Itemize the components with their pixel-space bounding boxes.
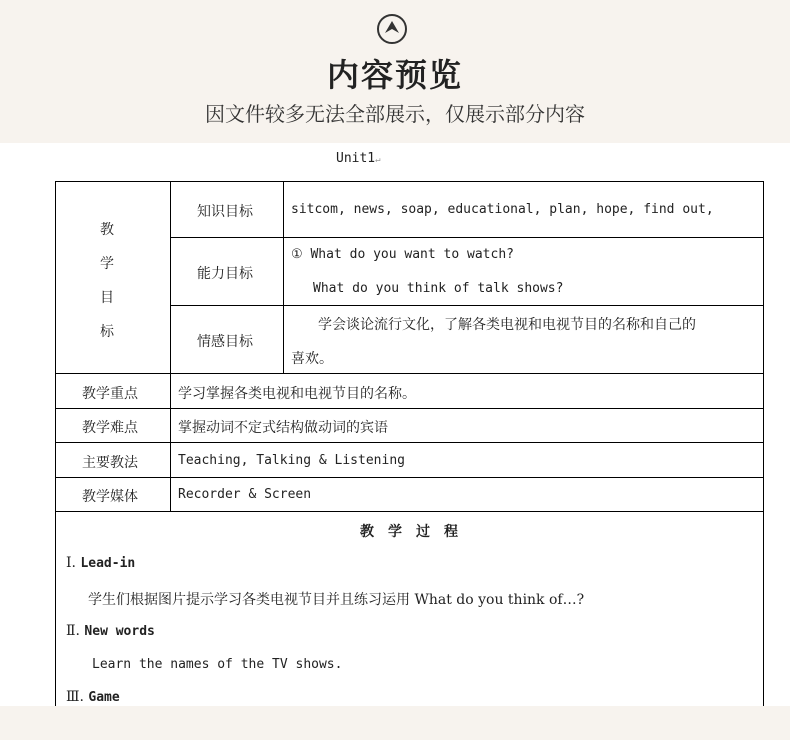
objectives-label [100,213,140,349]
table-line [170,237,764,238]
page-title: 内容预览 [326,56,463,94]
ability-goal-label: 能力目标 [197,266,253,282]
footer-band [0,706,790,740]
table-border-right [763,181,764,706]
process-heading: 教 学 过 程 [360,524,458,540]
section-heading: Ⅲ. Game [66,689,120,705]
objectives-label-char: 标 [100,324,114,340]
table-line [55,373,764,374]
objectives-label-char: 目 [100,290,114,306]
emotion-goal-line: 学会谈论流行文化，了解各类电视和电视节目的名称和自己的 [318,317,696,333]
emotion-goal-label: 情感目标 [197,334,253,350]
section-body: Learn the names of the TV shows. [92,657,343,672]
table-line [55,408,764,409]
chevron-up-glyph [383,19,401,37]
info-row-label: 教学难点 [82,420,138,436]
info-row-content: 掌握动词不定式结构做动词的宾语 [178,420,388,436]
knowledge-goal-content: sitcom, news, soap, educational, plan, hope, find out, [291,202,714,217]
doc-title: Unit1↵ [336,151,381,166]
table-line [55,442,764,443]
table-line [170,181,171,511]
chevron-up-circle-icon[interactable] [377,14,407,44]
info-row-content: Teaching, Talking & Listening [178,453,405,468]
preview-header [0,0,790,143]
document-preview [0,143,790,706]
info-row-label: 教学媒体 [82,489,138,505]
section-heading: Ⅰ. Lead-in [66,555,136,571]
ability-goal-line: What do you think of talk shows? [313,281,564,296]
knowledge-goal-label: 知识目标 [197,204,253,220]
section-body: 学生们根据图片提示学习各类电视节目并且练习运用 What do you think of…? [88,592,585,608]
table-line [283,181,284,373]
ability-goal-line: ① What do you want to watch? [291,247,514,262]
table-line [55,477,764,478]
info-row-label: 教学重点 [82,386,138,402]
objectives-label-char: 学 [100,256,114,272]
info-row-label: 主要教法 [82,455,138,471]
section-heading: Ⅱ. New words [66,623,155,639]
page-subtitle: 因文件较多无法全部展示，仅展示部分内容 [205,102,585,126]
table-line [170,305,764,306]
table-line [55,511,764,512]
info-row-content: Recorder & Screen [178,487,312,502]
info-row-content: 学习掌握各类电视和电视节目的名称。 [178,386,416,402]
table-border-left [55,181,56,706]
emotion-goal-line: 喜欢。 [291,351,333,367]
table-border-top [55,181,764,182]
objectives-label-char: 教 [100,222,114,238]
